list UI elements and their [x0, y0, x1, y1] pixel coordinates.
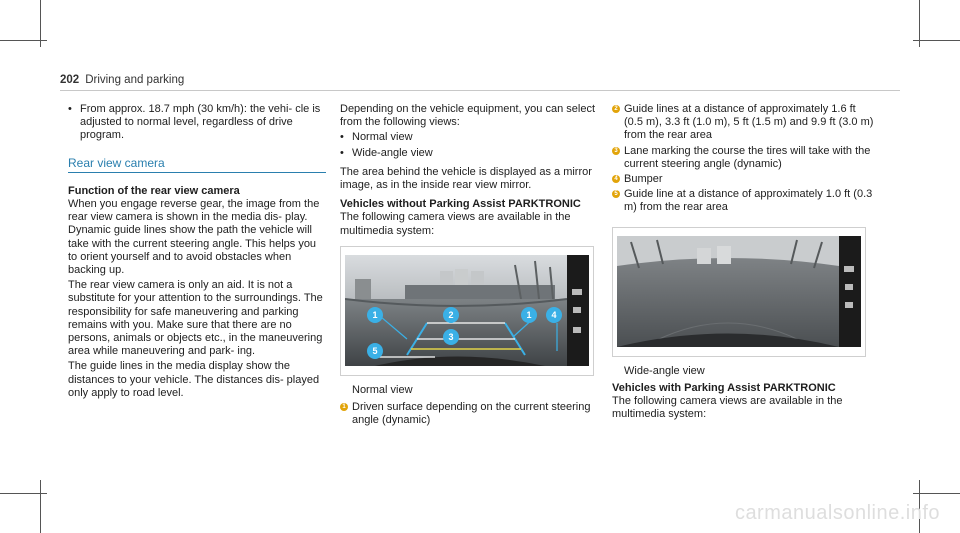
- subsection-heading: Vehicles with Parking Assist PARKTRONIC: [612, 381, 836, 394]
- column-2: [340, 103, 598, 429]
- section-rule: [68, 172, 326, 173]
- numbered-item: 2 Guide lines at a distance of approximately 1.6 ft (0.5 m), 3.3 ft (1.0 m), 5 ft (1.5 m) and 9.9 ft (3.0 m) from the rear area: [612, 103, 874, 143]
- numbered-item: 1 Driven surface depending on the current steering angle (dynamic): [340, 401, 598, 427]
- bullet-item: • From approx. 18.7 mph (30 km/h): the vehi- cle is adjusted to normal level, regardless of drive program.: [68, 103, 321, 142]
- camera-image: [345, 255, 589, 366]
- numbered-item: 4 Bumper: [612, 173, 874, 186]
- paragraph: When you engage reverse gear, the image from the rear view camera is shown in the media dis- play. Dynamic guide lines show the path the vehicle will take with the current steering angle. This helps you to orient yourself and to avoid obstacles when backing up.: [68, 198, 320, 277]
- callout-4: 4: [551, 309, 557, 320]
- bullet-item: • Wide-angle view: [340, 146, 433, 159]
- page-number: 202: [60, 74, 80, 86]
- number-badge: 1: [340, 403, 348, 411]
- crop-mark: [0, 40, 47, 41]
- page-header: [60, 74, 184, 86]
- paragraph: The following camera views are available in the multimedia system:: [340, 211, 571, 237]
- bullet-icon: •: [340, 146, 344, 159]
- numbered-item: 5 Guide line at a distance of approximately 1.0 ft (0.3 m) from the rear area: [612, 188, 874, 214]
- crop-mark: [913, 40, 960, 41]
- number-badge: 2: [612, 105, 620, 113]
- callout-3: 3: [448, 331, 454, 342]
- numbered-item: 3 Lane marking the course the tires will take with the current steering angle (dynamic): [612, 145, 874, 171]
- callout-5: 5: [372, 345, 378, 356]
- callout-2: 2: [448, 309, 454, 320]
- bullet-item: • Normal view: [340, 131, 413, 144]
- paragraph: Depending on the vehicle equipment, you can select from the following views:: [340, 103, 596, 129]
- subsection-heading: Vehicles without Parking Assist PARKTRONIC: [340, 198, 581, 211]
- paragraph: The guide lines in the media display show the distances to your vehicle. The distances dis- played only apply to road level.: [68, 360, 320, 399]
- paragraph: The following camera views are available in the multimedia system:: [612, 395, 843, 421]
- paragraph: The area behind the vehicle is displayed as a mirror image, as in the inside rear view mirror.: [340, 165, 592, 192]
- callout-1: 1: [372, 309, 378, 320]
- crop-mark: [40, 480, 41, 533]
- section-title: Rear view camera: [68, 155, 165, 170]
- number-badge: 4: [612, 175, 620, 183]
- number-badge: 5: [612, 190, 620, 198]
- crop-mark: [0, 493, 47, 494]
- section-name: Driving and parking: [85, 74, 185, 86]
- number-badge: 3: [612, 147, 620, 155]
- normal-view-figure: [340, 246, 594, 376]
- crop-mark: [913, 493, 960, 494]
- figure-caption: Normal view: [352, 383, 413, 396]
- header-rule: [60, 90, 900, 91]
- wide-angle-figure: [612, 227, 866, 357]
- function-heading: Function of the rear view camera: [68, 184, 240, 197]
- camera-image: [617, 236, 861, 347]
- bullet-icon: •: [340, 131, 344, 144]
- column-1: [68, 103, 326, 402]
- callout-1b: 1: [526, 309, 532, 320]
- figure-caption: Wide-angle view: [624, 364, 705, 377]
- column-3: [612, 103, 874, 423]
- paragraph: The rear view camera is only an aid. It is not a substitute for your attention to the surroundings. The responsibility for safe maneuvering and parking remains with you. Make sure that there are no persons, animals or objects etc., in the maneuvering area while maneuvering and park- ing.: [68, 279, 323, 358]
- bullet-icon: •: [68, 103, 72, 115]
- watermark: carmanualsonline.info: [734, 502, 940, 524]
